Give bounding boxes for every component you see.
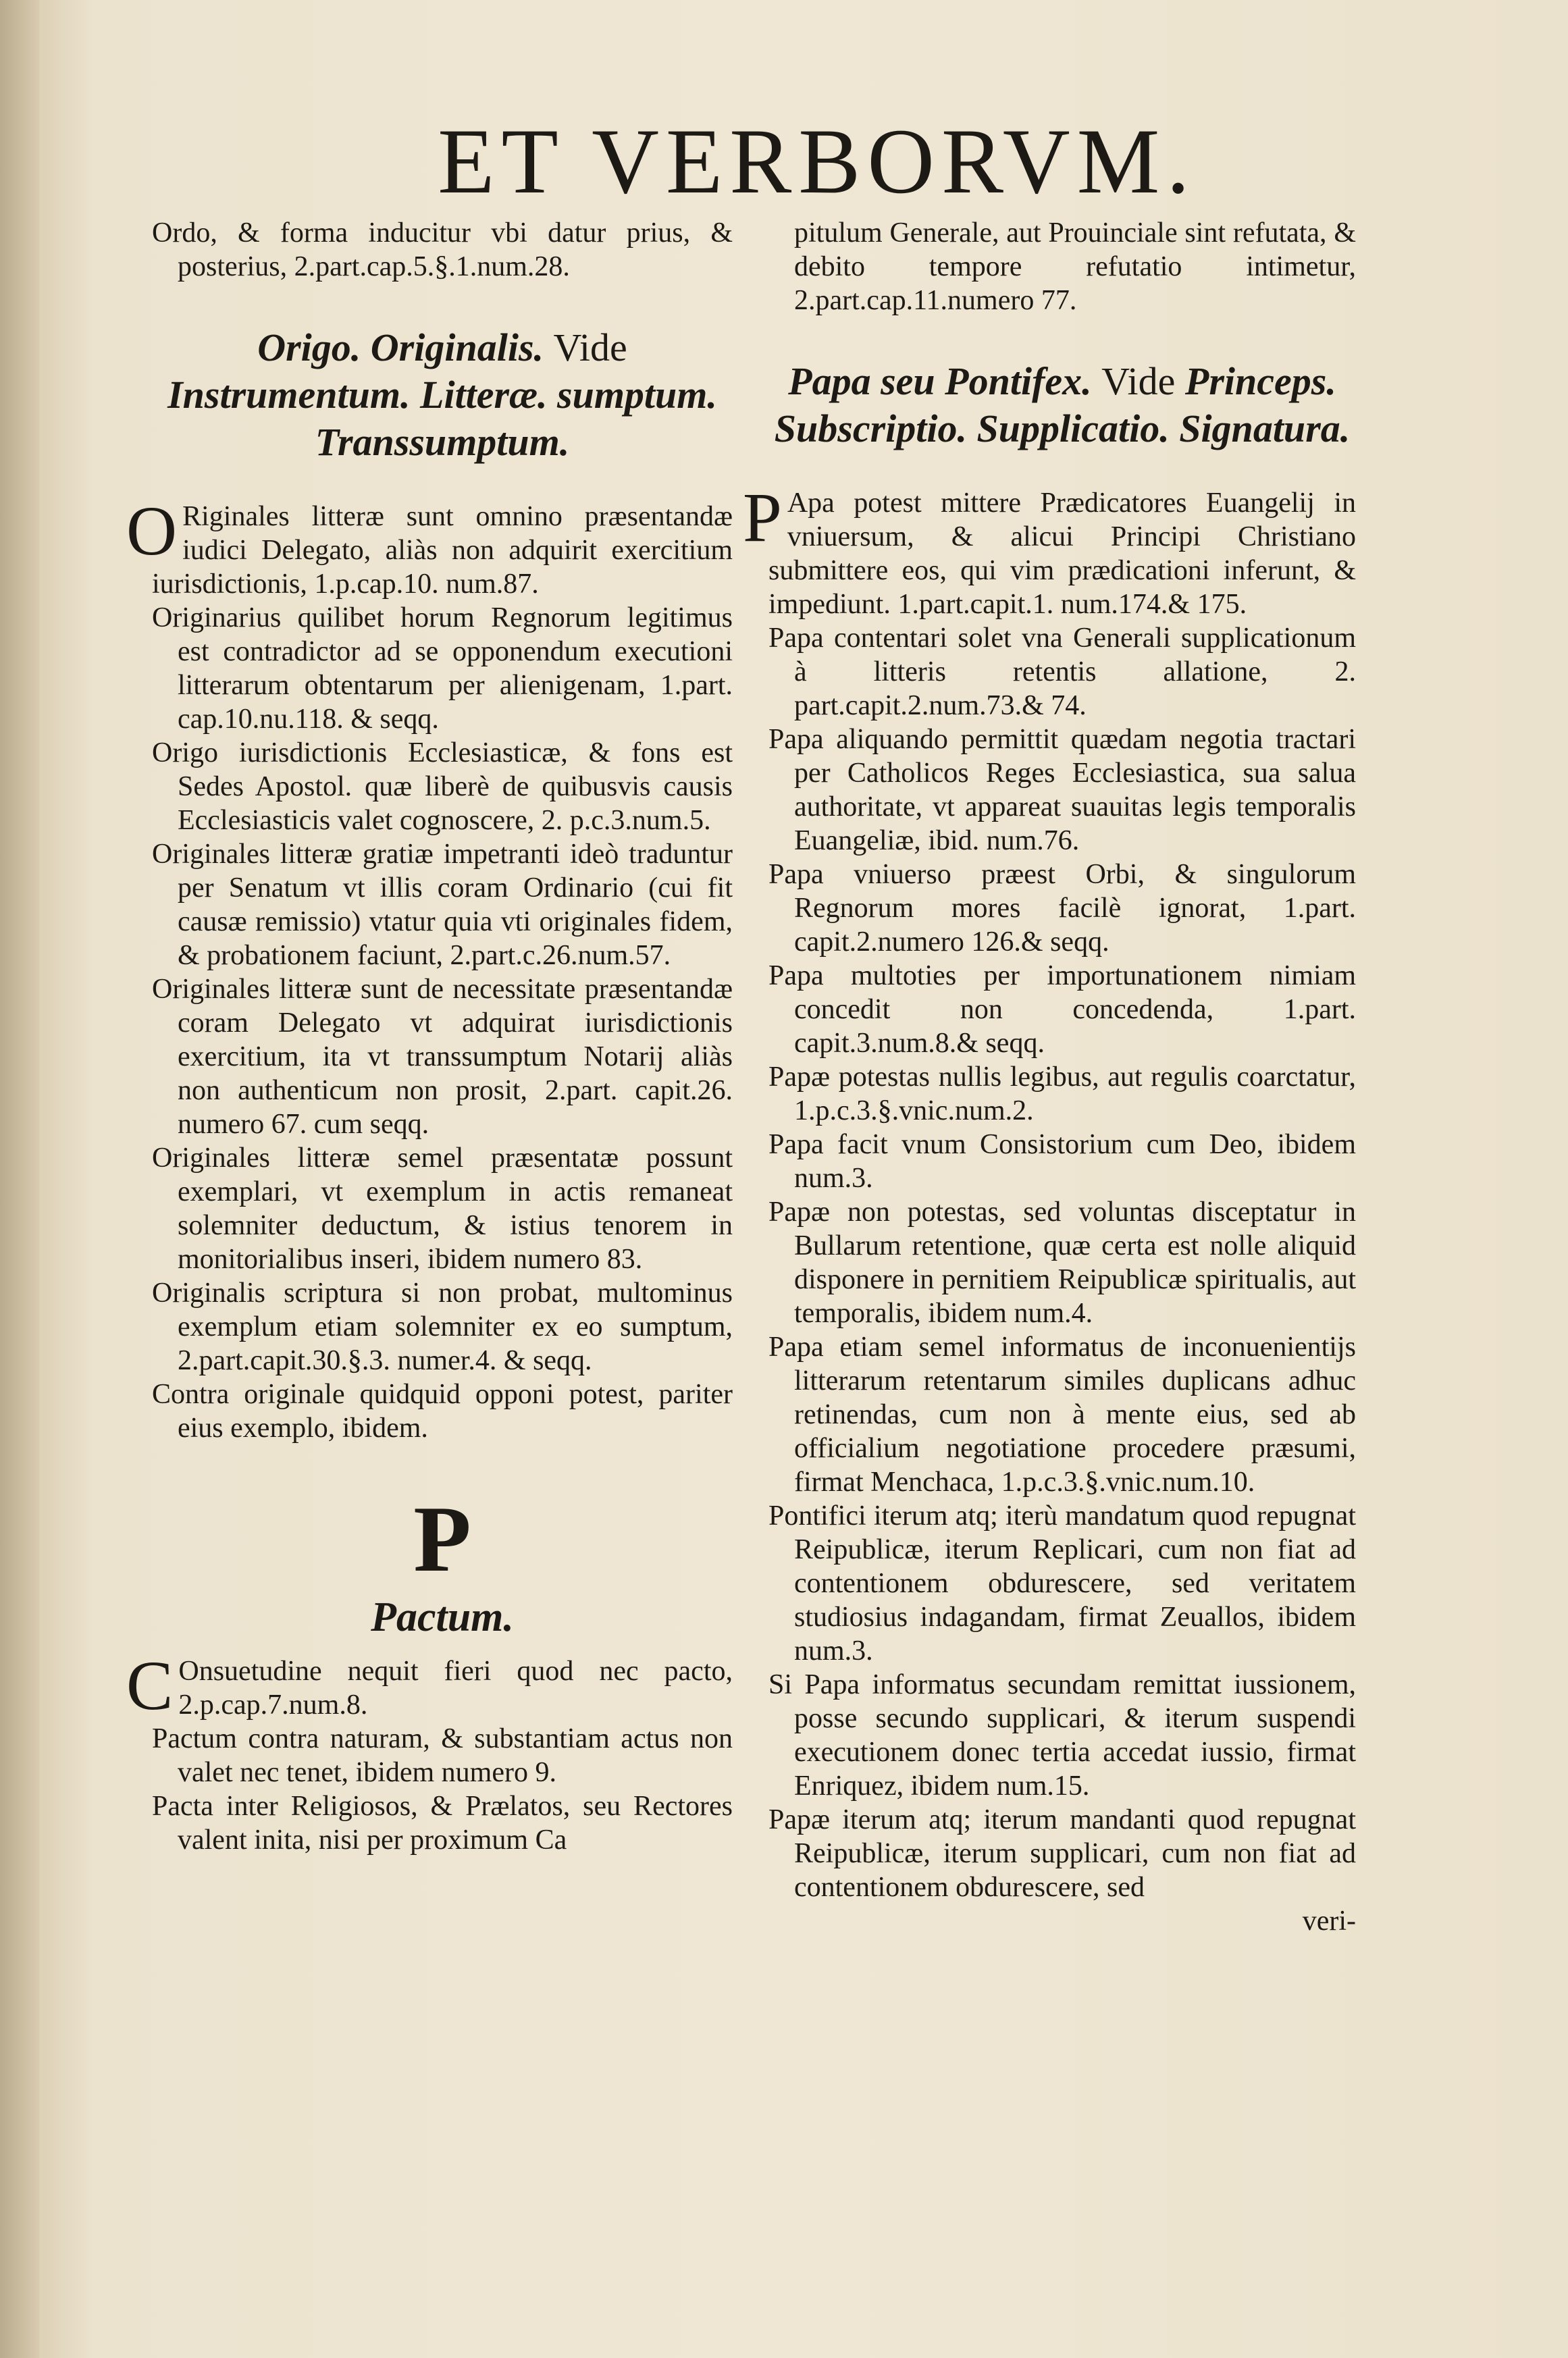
entry: Originales litteræ gratiæ impetranti ideò traduntur per Senatum vt illis coram Ordinario (cui fit causæ remissio) vtatur quia vti originales fidem, & probationem faciunt, 2.part.c.26.num.57. [152,839,733,971]
entry: Papa contentari solet vna Generali supplicationum à litteris retentis allatione, 2. part.capit.2.num.73.& 74. [768,623,1356,721]
catchword: veri- [1302,1906,1356,1937]
entry-first: P Apa potest mittere Prædicatores Euangelij in vniuersum, & alicui Principi Christiano submittere eos, qui vim prædicationi inferunt, & impediunt. 1.part.capit.1. num.174.& 175. [743,479,1356,620]
heading-cross-reference: Instrumentum. Litteræ. sumptum. Transsumptum. [167,373,717,464]
entry: Si Papa informatus secundam remittat iussionem, posse secundo supplicari, & iterum suspendi executionem donec tertia accedat iussio, firmat Enriquez, ibidem num.15. [768,1669,1356,1802]
entry: Pactum contra naturam, & substantiam actus non valet nec tenet, ibidem numero 9. [152,1723,733,1788]
section-heading-pactum: Pactum. [371,1594,514,1640]
entry: Papa multoties per importunationem nimiam concedit non concedenda, 1.part. capit.3.num.8.& seqq. [768,960,1356,1059]
entry: Pacta inter Religiosos, & Prælatos, seu Rectores valent inita, nisi per proximum Ca [152,1791,733,1856]
heading-vide: Vide [553,325,627,369]
entry: Originalis scriptura si non probat, multominus exemplum etiam solemniter ex eo sumptum, 2.part.capit.30.§.3. numer.4. & seqq. [152,1278,733,1376]
heading-vide: Vide [1101,359,1176,403]
left-column [126,216,733,1857]
entry: Papa vniuerso præest Orbi, & singulorum Regnorum mores facilè ignorat, 1.part. capit.2.numero 126.& seqq. [768,859,1356,958]
entry-continuation: pitulum Generale, aut Prouinciale sint refutata, & debito tempore refutatio intimetur, 2.part.cap.11.numero 77. [794,217,1356,316]
entry: Originales litteræ semel præsentatæ possunt exemplari, vt exemplum in actis remaneat solemniter deductum, & istius tenorem in monitorialibus inseri, ibidem numero 83. [152,1143,733,1275]
drop-initial: O [126,492,178,570]
entry: Papa facit vnum Consistorium cum Deo, ibidem num.3. [768,1129,1356,1194]
entry: Papa etiam semel informatus de inconuenientijs litterarum retentarum similes duplicans adhuc retinendas, cum non à mente eius, sed ab officialium negotiatione procedere præsumi, firmat Menchaca, 1.p.c.3.§.vnic.num.10. [768,1332,1356,1498]
running-head: ET VERBORVM. [438,109,1197,213]
heading-cross-reference: Princeps. Subscriptio. Supplicatio. Signatura. [774,359,1351,450]
entry: Contra originale quidquid opponi potest, pariter eius exemplo, ibidem. [152,1379,733,1444]
entry: Pontifici iterum atq; iterù mandatum quod repugnat Reipublicæ, iterum Replicari, cum non fiat ad contentionem obdurescere, sed veritatem studiosius indagandam, firmat Zeuallos, ibidem num.3. [768,1500,1356,1667]
entry: Papæ iterum atq; iterum mandanti quod repugnat Reipublicæ, iterum supplicari, cum non fiat ad contentionem obdurescere, sed [768,1804,1356,1903]
entry: Papa aliquando permittit quædam negotia tractari per Catholicos Reges Ecclesiastica, sua salua authoritate, vt appareat suauitas legis temporalis Euangeliæ, ibid. num.76. [768,724,1356,856]
drop-initial: P [743,479,782,556]
entry-first: C Onsuetudine nequit fieri quod nec pacto, 2.p.cap.7.num.8. [126,1647,733,1725]
binding-gutter [0,0,39,2358]
right-column [743,216,1356,1938]
heading-title: Papa seu Pontifex. [788,359,1092,403]
entry: Originarius quilibet horum Regnorum legitimus est contradictor ad se opponendum executioni litterarum obtentarum per alienigenam, 1.part. cap.10.nu.118. & seqq. [152,602,733,735]
heading-title: Origo. Originalis. [257,325,544,369]
entry: Originales litteræ sunt de necessitate præsentandæ coram Delegato vt adquirat iurisdictionis exercitium, ita vt transsumptum Notarij aliàs non authenticum non prosit, 2.part. capit.26. numero 67. cum seqq. [152,974,733,1140]
section-letter: P [413,1487,471,1592]
drop-initial: C [126,1647,174,1725]
section-heading-papa [768,358,1356,452]
entry: Papæ potestas nullis legibus, aut regulis coarctatur, 1.p.c.3.§.vnic.num.2. [768,1062,1356,1126]
entry: Origo iurisdictionis Ecclesiasticæ, & fons est Sedes Apostol. quæ liberè de quibusvis causis Ecclesiasticis valet cognoscere, 2. p.c.3.num.5. [152,737,733,836]
entry: Papæ non potestas, sed voluntas disceptatur in Bullarum retentione, quæ certa est nolle aliquid disponere in pernitiem Reipublicæ spiritualis, aut temporalis, ibidem num.4. [768,1197,1356,1329]
section-heading-origo [152,324,733,466]
entry: Ordo, & forma inducitur vbi datur prius, & posterius, 2.part.cap.5.§.1.num.28. [152,217,733,282]
entry-first: O Riginales litteræ sunt omnino præsentandæ iudici Delegato, aliàs non adquirit exercitium iurisdictionis, 1.p.cap.10. num.87. [126,492,733,600]
